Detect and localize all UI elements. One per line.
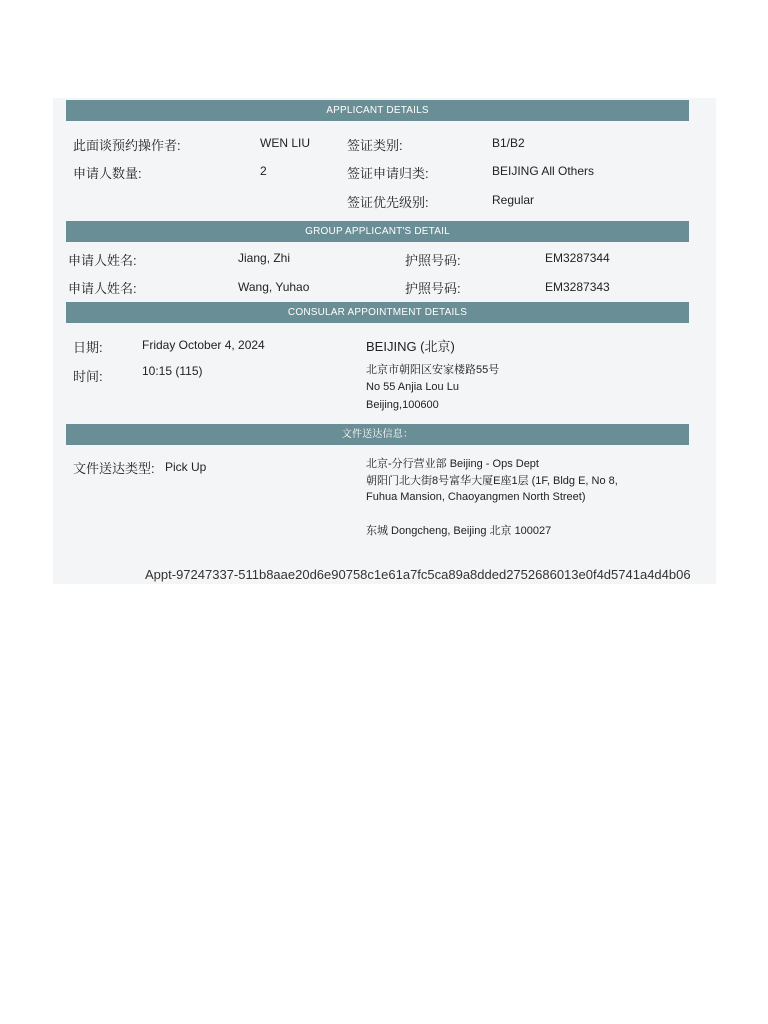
- delivery-address-line: 朝阳门北大街8号富华大厦E座1层 (1F, Bldg E, No 8,: [366, 475, 618, 487]
- appointment-id: Appt-97247337-511b8aae20d6e90758c1e61a7fc5ca89a8dded2752686013e0f4d5741a4d4b06: [145, 567, 691, 582]
- passport-value: EM3287343: [545, 280, 610, 294]
- visa-category-value: BEIJING All Others: [492, 164, 595, 178]
- delivery-district-line: 东城 Dongcheng, Beijing 北京 100027: [366, 525, 552, 537]
- operator-label: 此面谈预约操作者:: [73, 138, 181, 153]
- consulate-city: BEIJING (北京): [366, 339, 455, 354]
- date-label: 日期:: [73, 340, 103, 355]
- passport-label: 护照号码:: [405, 253, 461, 268]
- date-value: Friday October 4, 2024: [142, 338, 265, 352]
- time-value: 10:15 (115): [142, 364, 203, 378]
- applicant-name-value: Wang, Yuhao: [238, 280, 310, 294]
- visa-type-label: 签证类别:: [347, 138, 403, 153]
- applicant-name-value: Jiang, Zhi: [238, 251, 291, 265]
- document-delivery-header: 文件送达信息：: [66, 424, 689, 445]
- consular-appointment-header: CONSULAR APPOINTMENT DETAILS: [66, 302, 689, 323]
- visa-type-value: B1/B2: [492, 136, 525, 150]
- visa-category-label: 签证申请归类:: [347, 166, 429, 181]
- visa-priority-label: 签证优先级别:: [347, 195, 429, 210]
- applicant-name-label: 申请人姓名:: [68, 253, 137, 268]
- consulate-address-line: Beijing,100600: [366, 399, 439, 411]
- delivery-address-line: Fuhua Mansion, Chaoyangmen North Street): [366, 491, 586, 503]
- consulate-address-line: 北京市朝阳区安家楼路55号: [366, 364, 500, 376]
- delivery-address-line: 北京-分行营业部 Beijing - Ops Dept: [366, 458, 539, 470]
- appointment-confirmation: [53, 98, 716, 584]
- applicant-count-label: 申请人数量:: [73, 166, 142, 181]
- applicant-details-header: APPLICANT DETAILS: [66, 100, 689, 121]
- delivery-type-value: Pick Up: [165, 460, 207, 474]
- passport-label: 护照号码:: [405, 281, 461, 296]
- consulate-address-line: No 55 Anjia Lou Lu: [366, 381, 459, 393]
- group-applicants-header: GROUP APPLICANT'S DETAIL: [66, 221, 689, 242]
- visa-priority-value: Regular: [492, 193, 535, 207]
- applicant-count-value: 2: [260, 164, 267, 178]
- delivery-type-label: 文件送达类型:: [73, 461, 155, 476]
- applicant-name-label: 申请人姓名:: [68, 281, 137, 296]
- operator-value: WEN LIU: [260, 136, 311, 150]
- time-label: 时间:: [73, 369, 103, 384]
- passport-value: EM3287344: [545, 251, 610, 265]
